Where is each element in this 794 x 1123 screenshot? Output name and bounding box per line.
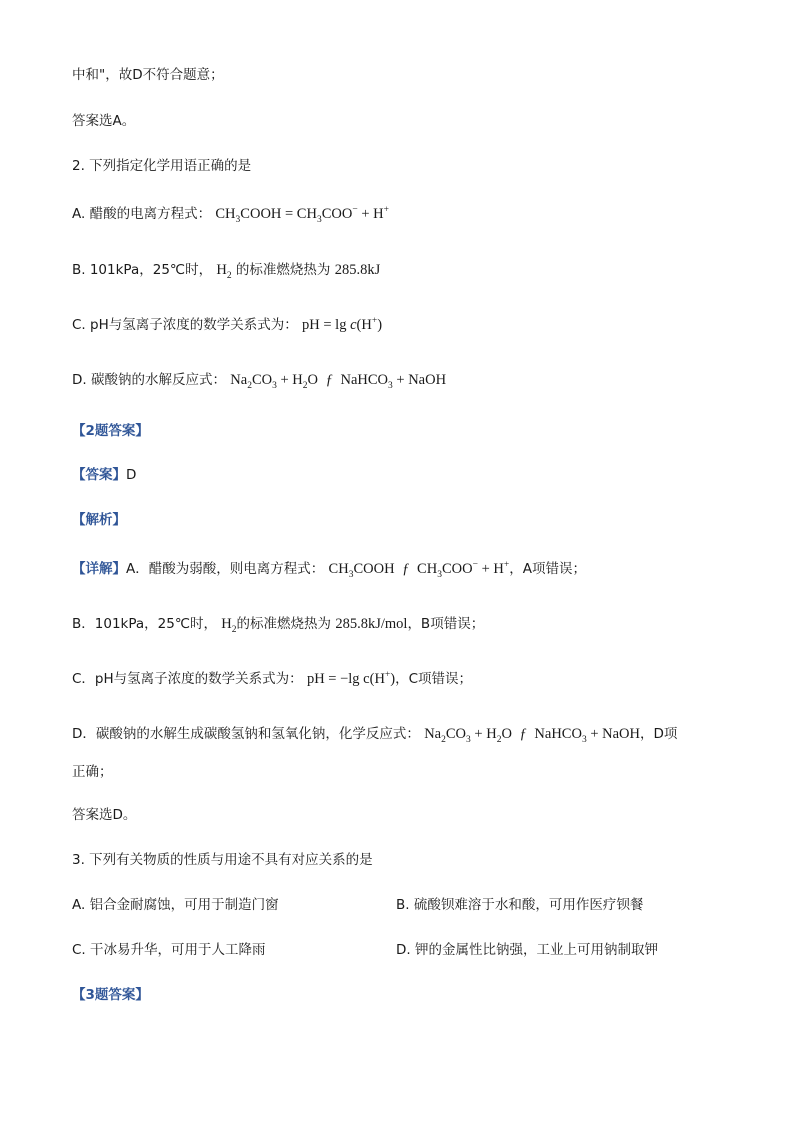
detail-text: 的标准燃烧热为	[236, 616, 332, 632]
detail-text: B．101kPa，25℃时，	[72, 616, 217, 632]
detail-tag: 【详解】	[72, 561, 126, 577]
analysis-heading: 【解析】	[72, 512, 126, 528]
formula: $H_2$	[221, 616, 237, 635]
detail-text: D．碳酸钠的水解生成碳酸氢钠和氢氧化钠，化学反应式：	[72, 726, 420, 742]
option-label: A. 醋酸的电离方程式：	[72, 206, 212, 222]
detail-d-cont: 正确；	[72, 764, 113, 780]
answer-3-heading: 【3题答案】	[72, 987, 149, 1003]
detail-text: C．pH与氢离子浓度的数学关系式为：	[72, 671, 303, 687]
answer-value: D	[126, 467, 137, 483]
detail-d	[72, 725, 677, 743]
answer-tag: 【答案】	[72, 467, 126, 483]
question-3: 3. 下列有关物质的性质与用途不具有对应关系的是	[72, 852, 373, 868]
value: 285.8kJ/mol	[335, 616, 408, 632]
formula: $CH_3COOH = CH_3COO^- + H^+$	[215, 205, 389, 225]
formula: pH = −lg c(H+)	[306, 670, 396, 687]
formula: $H_2$	[216, 262, 232, 281]
q2-option-d	[72, 371, 446, 389]
answer-line	[72, 466, 136, 484]
value: 285.8kJ	[334, 262, 381, 278]
text-line: 中和"，故D不符合题意；	[72, 67, 224, 83]
detail-text: ，C项错误；	[395, 671, 473, 687]
detail-text: ，B项错误；	[407, 616, 485, 632]
option-text: 的标准燃烧热为	[235, 262, 331, 278]
detail-text: ，A项错误；	[509, 561, 586, 577]
detail-text: ，D项	[639, 726, 678, 742]
formula: $Na_2CO_3 + H_2O$ ƒ NaHCO$_3$ + NaOH	[424, 726, 640, 745]
formula: $Na_2CO_3 + H_2O$ ƒ NaHCO$_3$ + NaOH	[230, 372, 447, 391]
q2-option-b	[72, 261, 380, 279]
answer-2-end: 答案选D。	[72, 807, 137, 823]
formula: $CH_3COOH$ ƒ $CH_3COO^- + H^+$	[328, 560, 510, 580]
q3-option-d: D. 钾的金属性比钠强，工业上可用钠制取钾	[396, 942, 658, 958]
q3-option-a: A. 铝合金耐腐蚀，可用于制造门窗	[72, 897, 279, 913]
question-2: 2. 下列指定化学用语正确的是	[72, 158, 252, 174]
q2-option-c	[72, 316, 382, 334]
option-label: C. pH与氢离子浓度的数学关系式为：	[72, 317, 298, 333]
answer-2-heading: 【2题答案】	[72, 423, 149, 439]
text-line: 答案选A。	[72, 113, 136, 129]
detail-b	[72, 615, 484, 633]
option-label: D. 碳酸钠的水解反应式：	[72, 372, 226, 388]
detail-a	[72, 560, 586, 578]
detail-c	[72, 670, 472, 688]
q3-option-c: C. 干冰易升华，可用于人工降雨	[72, 942, 266, 958]
detail-text: A．醋酸为弱酸，则电离方程式：	[126, 561, 325, 577]
option-label: B. 101kPa，25℃时，	[72, 262, 213, 278]
formula: pH = lg c(H+)	[302, 316, 383, 333]
q2-option-a	[72, 205, 389, 223]
q3-option-b: B. 硫酸钡难溶于水和酸，可用作医疗钡餐	[396, 897, 644, 913]
